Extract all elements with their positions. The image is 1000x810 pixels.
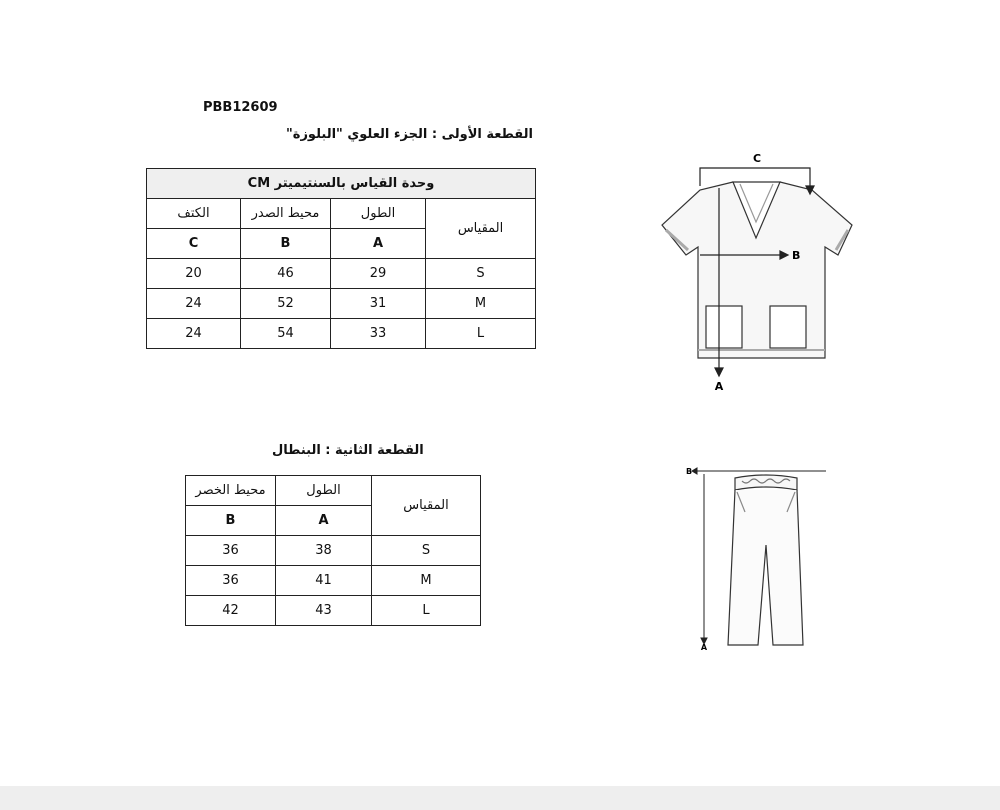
size-cell: L (372, 596, 481, 626)
label-b: B (686, 467, 693, 476)
table-cell: 29 (331, 259, 426, 289)
size-cell: S (426, 259, 536, 289)
pants-outline (728, 490, 803, 645)
table-row (186, 566, 481, 596)
size-cell: M (372, 566, 481, 596)
table-cell: 42 (186, 596, 276, 626)
column-header-length: الطول (276, 476, 372, 506)
table-cell: 31 (331, 289, 426, 319)
table-row (186, 536, 481, 566)
column-header-chest: محيط الصدر (241, 199, 331, 229)
label-b: B (792, 249, 801, 262)
size-cell: M (426, 289, 536, 319)
size-cell: L (426, 319, 536, 349)
table-cell: 24 (147, 319, 241, 349)
top-section-title: القطعة الأولى : الجزء العلوي "البلوزة" (286, 127, 533, 142)
product-code: PBB12609 (203, 100, 278, 115)
right-pocket (770, 306, 806, 348)
footer-bar (0, 786, 1000, 810)
table-cell: 36 (186, 536, 276, 566)
pants-size-table (185, 475, 481, 626)
column-letter: B (186, 506, 276, 536)
column-letter: A (331, 229, 426, 259)
scrub-top-diagram (650, 145, 870, 400)
table-cell: 24 (147, 289, 241, 319)
table-cell: 52 (241, 289, 331, 319)
table-cell: 20 (147, 259, 241, 289)
table-row (147, 259, 536, 289)
column-letter: B (241, 229, 331, 259)
size-cell: S (372, 536, 481, 566)
left-pocket (706, 306, 742, 348)
table-cell: 38 (276, 536, 372, 566)
label-a: A (714, 380, 724, 393)
column-letter: A (276, 506, 372, 536)
column-header-shoulder: الكتف (147, 199, 241, 229)
label-a: A (700, 643, 708, 652)
top-size-table (146, 168, 536, 349)
column-header-length: الطول (331, 199, 426, 229)
column-header-size: المقياس (372, 476, 481, 536)
unit-label: وحدة القياس بالسنتيميتر CM (147, 169, 536, 199)
table-row (147, 319, 536, 349)
pants-section-title: القطعة الثانية : البنطال (272, 443, 424, 458)
table-row (186, 596, 481, 626)
table-cell: 33 (331, 319, 426, 349)
column-letter: C (147, 229, 241, 259)
table-cell: 46 (241, 259, 331, 289)
label-c: C (752, 152, 762, 165)
column-header-size: المقياس (426, 199, 536, 259)
pants-diagram (680, 460, 840, 655)
table-cell: 36 (186, 566, 276, 596)
table-cell: 41 (276, 566, 372, 596)
table-cell: 54 (241, 319, 331, 349)
table-row (147, 289, 536, 319)
table-cell: 43 (276, 596, 372, 626)
column-header-waist: محيط الخصر (186, 476, 276, 506)
